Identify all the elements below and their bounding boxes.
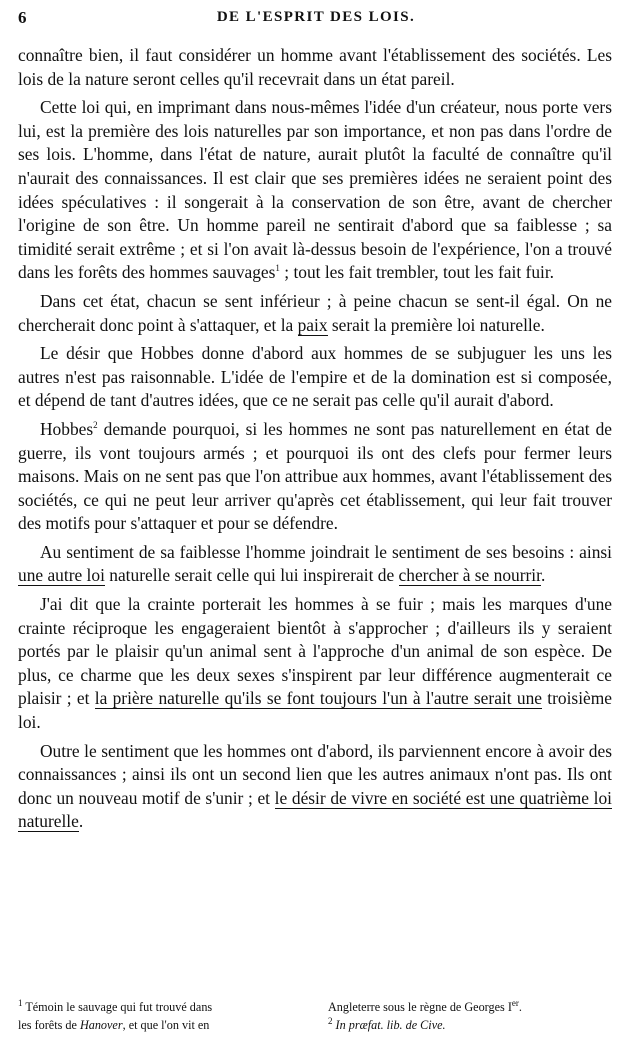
page-header — [18, 8, 614, 30]
footnote-1-continuation: Angleterre sous le règne de Georges I — [328, 1000, 512, 1014]
footnote-1-text: Témoin le sauvage qui fut trouvé dans — [22, 1000, 213, 1014]
main-text — [18, 44, 612, 839]
text-run: J'ai dit que la crainte porterait les hommes à se fuir ; mais les marques d'une crainte réciproque les engageraient bientôt à s'approcher ; d'ailleurs ils y seraient portés par le plaisir qu'un animal sent à l'approche d'un animal de son espèce. De plus, ce charme que les deux sexes s'inspirent par leur différence augmenterait ce plaisir ; et — [18, 594, 612, 709]
text-run: Hobbes — [40, 418, 94, 439]
footnote-2 — [328, 1016, 612, 1034]
paragraph — [18, 418, 612, 536]
text-run: connaître bien, il faut considérer un homme avant l'établissement des sociétés. Les lois de la nature seront celles qu'il recevrait dans un état pareil. — [18, 45, 612, 89]
footnote-2-marker: 2 — [328, 1015, 333, 1026]
text-run: . — [540, 565, 546, 586]
paragraph — [18, 541, 612, 588]
text-run: Au sentiment de sa faiblesse l'homme joindrait le sentiment de ses besoins : ainsi — [40, 541, 612, 562]
footnote-1-marker: 1 — [18, 997, 23, 1008]
footnotes — [18, 998, 612, 1034]
footnote-1-place: Hanover — [79, 1018, 123, 1032]
text-run: naturelle serait celle qui lui inspirerait de — [104, 565, 399, 586]
footnote-1-text-cont: les forêts de — [18, 1018, 80, 1032]
text-run: demande pourquoi, si les hommes ne sont pas naturellement en état de guerre, ils vont toujours armés ; et pourquoi ils ont des clefs pour fermer leurs maisons. Mais on ne sent pas que l'on attribue aux hommes, avant l'établissement des sociétés, ce qui ne peut leur arriver qu'après cet établissement, qui leur fait trouver des motifs pour s'attaquer et pour se défendre. — [18, 418, 612, 534]
text-run: troisième loi. — [18, 688, 612, 733]
footnote-1-line-2 — [18, 1016, 302, 1034]
text-run: Le désir que Hobbes donne d'abord aux hommes de se subjuguer les uns les autres n'est pas raisonnable. L'idée de l'empire et de la domination est si composée, et dépend de tant d'autres idées, que ce ne serait pas celle qu'il aurait d'abord. — [18, 343, 612, 411]
text-run: Dans cet état, chacun se sent inférieur ; à peine chacun se sent-il égal. On ne chercherait donc point à s'attaquer, et la — [18, 290, 612, 335]
paragraph — [18, 342, 612, 413]
footnote-1-period: . — [518, 1000, 522, 1014]
text-run: Outre le sentiment que les hommes ont d'abord, ils parviennent encore à avoir des connaissances ; ainsi ils ont un second lien que les autres animaux n'ont pas. Ils ont donc un nouveau motif de s'unir ; et — [18, 740, 612, 808]
text-run: serait la première loi naturelle. — [327, 314, 545, 335]
page-number: 6 — [18, 8, 27, 27]
footnote-1-line-3 — [328, 998, 612, 1016]
underlined-text: la prière naturelle qu'ils se font toujours l'un à l'autre serait une — [94, 688, 542, 709]
paragraph — [18, 593, 612, 735]
footnote-1-line-1 — [18, 998, 302, 1016]
footnote-reference[interactable]: 2 — [93, 420, 98, 431]
paragraph — [18, 96, 612, 285]
footnote-reference[interactable]: 1 — [275, 263, 280, 274]
paragraph — [18, 290, 612, 337]
underlined-text: une autre loi — [18, 565, 105, 586]
paragraph — [18, 44, 612, 91]
text-run: . — [78, 811, 84, 832]
paragraph — [18, 740, 612, 834]
text-run: ; tout les fait trembler, tout les fait fuir. — [279, 262, 555, 283]
footnote-2-text: In præfat. lib. de Cive. — [332, 1018, 446, 1032]
footnote-1-ordinal: er — [511, 997, 519, 1008]
underlined-text: chercher à se nourrir — [398, 565, 541, 586]
running-title: DE L'ESPRIT DES LOIS. — [216, 9, 416, 25]
underlined-text: paix — [297, 314, 328, 335]
footnote-divider — [16, 984, 612, 986]
text-run: Cette loi qui, en imprimant dans nous-mêmes l'idée d'un créateur, nous porte vers lui, est la première des lois naturelles par son importance, et non pas dans l'ordre de ses lois. L'homme, dans l'état de nature, aurait plutôt la faculté de connaître qu'il n'aurait des connaissances. Il est clair que ses premières idées ne seraient point des idées spéculatives : il songerait à la conservation de son être, avant de chercher l'origine de son être. Un homme pareil ne sentirait d'abord que sa faiblesse ; sa timidité serait extrême ; et si l'on avait là-dessus besoin de l'expérience, l'on a trouvé dans les forêts des hommes sauvages — [18, 97, 612, 283]
footnote-column-right — [328, 998, 612, 1034]
footnote-1-text-end: , et que l'on vit en — [122, 1018, 210, 1032]
footnote-column-left — [18, 998, 302, 1034]
underlined-text: le désir de vivre en société est une quatrième loi naturelle — [18, 787, 612, 832]
